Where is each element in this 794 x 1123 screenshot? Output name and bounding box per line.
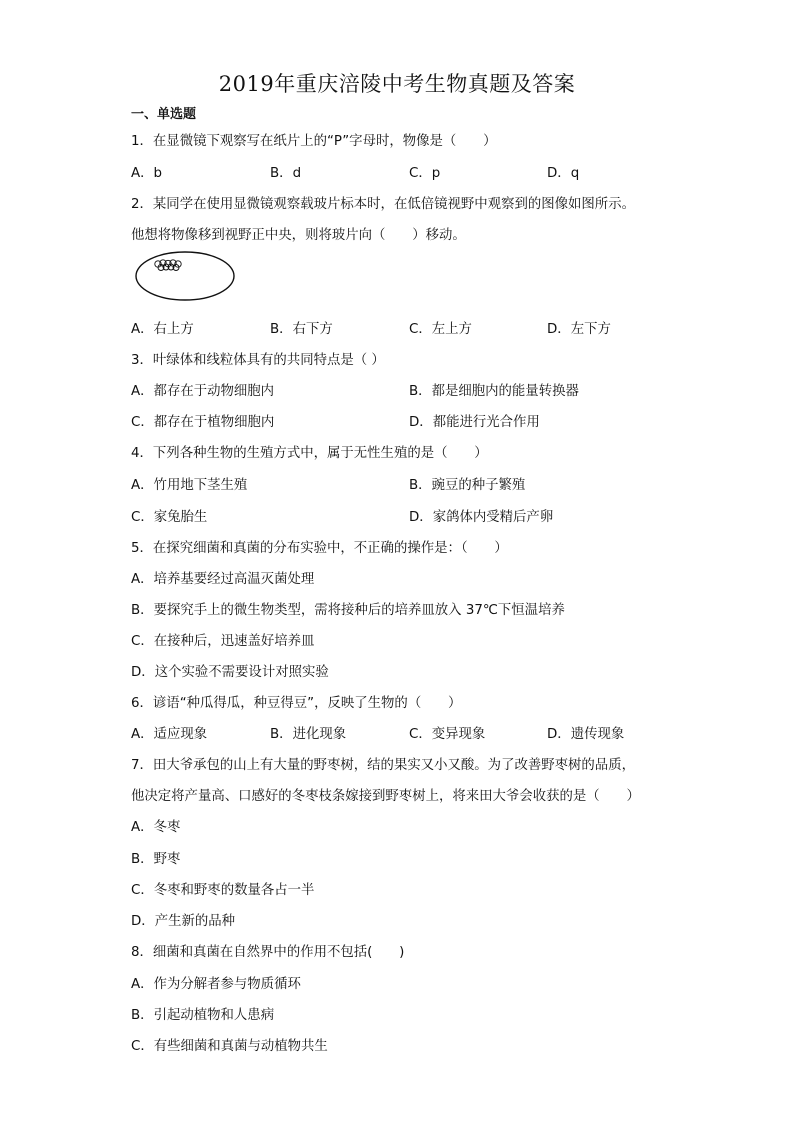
question-8-stem: 8．细菌和真菌在自然界中的作用不包括( ) — [131, 945, 405, 960]
question-4-option-a: A．竹用地下茎生殖 — [131, 478, 248, 493]
question-7-option-a: A．冬枣 — [131, 820, 181, 835]
question-6-option-d: D．遗传现象 — [547, 727, 625, 742]
question-3-option-c: C．都存在于植物细胞内 — [131, 415, 275, 430]
question-3-option-a: A．都存在于动物细胞内 — [131, 384, 275, 399]
question-2-option-d: D．左下方 — [547, 322, 611, 337]
question-2-option-b: B．右下方 — [270, 322, 333, 337]
question-5-stem: 5．在探究细菌和真菌的分布实验中，不正确的操作是：（ ） — [131, 541, 508, 556]
cell-cluster — [155, 260, 181, 271]
question-8-option-c: C．有些细菌和真菌与动植物共生 — [131, 1039, 328, 1054]
question-3-option-d: D．都能进行光合作用 — [409, 415, 540, 430]
question-2-stem-line-1: 2．某同学在使用显微镜观察载玻片标本时，在低倍镜视野中观察到的图像如图所示。 — [131, 197, 635, 212]
question-2-option-c: C．左上方 — [409, 322, 472, 337]
question-1-stem: 1．在显微镜下观察写在纸片上的“P”字母时，物像是（ ） — [131, 134, 497, 149]
question-4-option-d: D．家鸽体内受精后产卵 — [409, 510, 554, 525]
microscope-field-figure — [134, 250, 236, 302]
question-1-option-a: A．b — [131, 166, 163, 181]
question-2-stem-line-2: 他想将物像移到视野正中央，则将玻片向（ ）移动。 — [131, 228, 466, 243]
question-5-option-b: B．要探究手上的微生物类型，需将接种后的培养皿放入 37℃下恒温培养 — [131, 603, 565, 618]
question-7-option-b: B．野枣 — [131, 852, 181, 867]
question-6-option-b: B．进化现象 — [270, 727, 347, 742]
question-8-option-b: B．引起动植物和人患病 — [131, 1008, 275, 1023]
section-heading: 一、单选题 — [131, 107, 197, 122]
question-3-option-b: B．都是细胞内的能量转换器 — [409, 384, 579, 399]
question-5-option-a: A．培养基要经过高温灭菌处理 — [131, 572, 315, 587]
question-4-option-c: C．家兔胎生 — [131, 510, 208, 525]
question-5-option-d: D．这个实验不需要设计对照实验 — [131, 665, 329, 680]
question-6-option-c: C．变异现象 — [409, 727, 486, 742]
question-4-stem: 4．下列各种生物的生殖方式中，属于无性生殖的是（ ） — [131, 446, 488, 461]
question-7-stem-line-2: 他决定将产量高、口感好的冬枣枝条嫁接到野枣树上，将来田大爷会收获的是（ ） — [131, 789, 640, 804]
question-1-option-b: B．d — [270, 166, 302, 181]
question-1-option-c: C．p — [409, 166, 441, 181]
question-2-option-a: A．右上方 — [131, 322, 194, 337]
question-4-option-b: B．豌豆的种子繁殖 — [409, 478, 526, 493]
question-3-stem: 3．叶绿体和线粒体具有的共同特点是（ ） — [131, 353, 385, 368]
page-title: 2019年重庆涪陵中考生物真题及答案 — [218, 72, 576, 96]
field-of-view-outline — [136, 252, 234, 300]
question-7-stem-line-1: 7．田大爷承包的山上有大量的野枣树，结的果实又小又酸。为了改善野枣树的品质， — [131, 758, 635, 773]
question-8-option-a: A．作为分解者参与物质循环 — [131, 977, 301, 992]
question-7-option-c: C．冬枣和野枣的数量各占一半 — [131, 883, 315, 898]
question-5-option-c: C．在接种后，迅速盖好培养皿 — [131, 634, 315, 649]
question-6-option-a: A．适应现象 — [131, 727, 208, 742]
question-6-stem: 6．谚语“种瓜得瓜，种豆得豆”，反映了生物的（ ） — [131, 696, 462, 711]
question-7-option-d: D．产生新的品种 — [131, 914, 236, 929]
question-1-option-d: D．q — [547, 166, 580, 181]
